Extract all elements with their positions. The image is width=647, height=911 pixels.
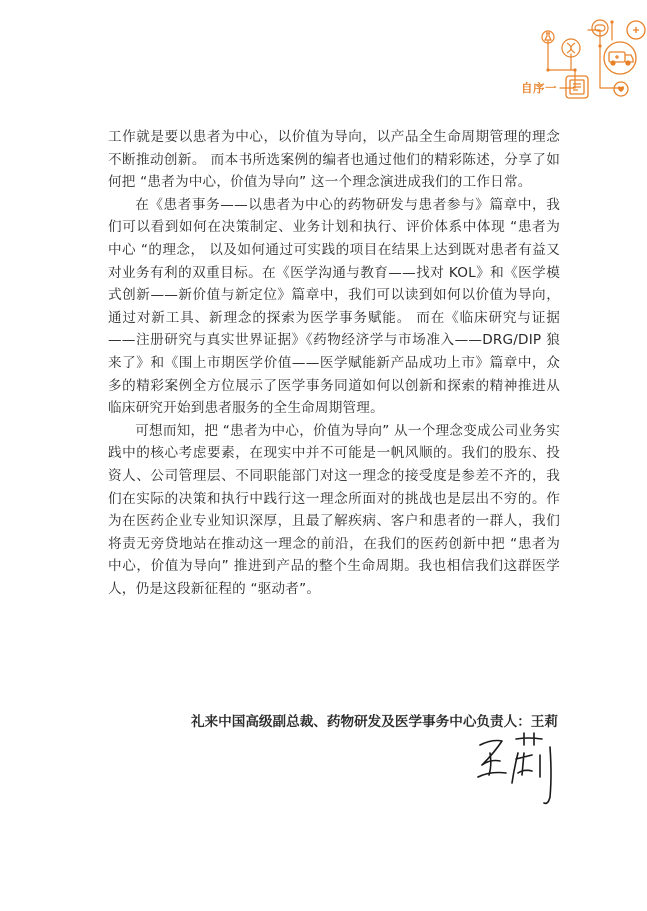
paragraph-1: 工作就是要以患者为中心，以价值为导向，以产品全生命周期管理的理念不断推动创新。 而本书所选案例的编者也通过他们的精彩陈述，分享了如何把 “患者为中心，价值为导向” 这一个理念演进成我们的工作日常。: [108, 129, 560, 191]
author-title-line: 礼来中国高级副总裁、药物研发及医学事务中心负责人：王莉: [190, 714, 558, 730]
body-text: [108, 126, 560, 600]
first-aid-icon: [627, 21, 645, 39]
handwritten-signature: [470, 725, 570, 820]
paragraph-2: 在《患者事务——以患者为中心的药物研发与患者参与》篇章中，我们可以看到如何在决策制定、业务计划和执行、评价体系中体现 “患者为中心 “的理念， 以及如何通过可实践的项目在结果上达到既对患者有益又对业务有利的双重目标。在《医学沟通与教育——找对 KOL》和《医学模式创新——新价值与新定位》篇章中，我们可以读到如何以价值为导向，通过对新工具、新理念的探索为医学事务赋能。 而在《临床研究与证据——注册研究与真实世界证据》《药物经济学与市场准入——DRG/DIP 狼来了》和《围上市期医学价值——医学赋能新产品成功上市》篇章中，众多的精彩案例全方位展示了医学事务同道如何以创新和探索的精神推进从临床研究开始到患者服务的全生命周期管理。: [108, 196, 560, 417]
paragraph-3: 可想而知，把 “患者为中心，价值为导向” 从一个理念变成公司业务实践中的核心考虑要素，在现实中并不可能是一帆风顺的。我们的股东、投资人、公司管理层、不同职能部门对这一理念的接受度是参差不齐的，我们在实际的决策和执行中践行这一理念所面对的挑战也是层出不穷的。作为在医药企业专业知识深厚，且最了解疾病、客户和患者的一群人，我们将责无旁贷地站在推动这一理念的前沿，在我们的医药创新中把 “患者为中心，价值为导向” 推进到产品的整个生命周期。我也相信我们这群医学人，仍是这段新征程的 “驱动者”。: [108, 422, 560, 597]
ambulance-icon: [604, 42, 636, 74]
clipboard-icon: [566, 76, 588, 98]
heart-icon: [614, 82, 628, 96]
chapter-label: 自序一: [521, 81, 557, 95]
